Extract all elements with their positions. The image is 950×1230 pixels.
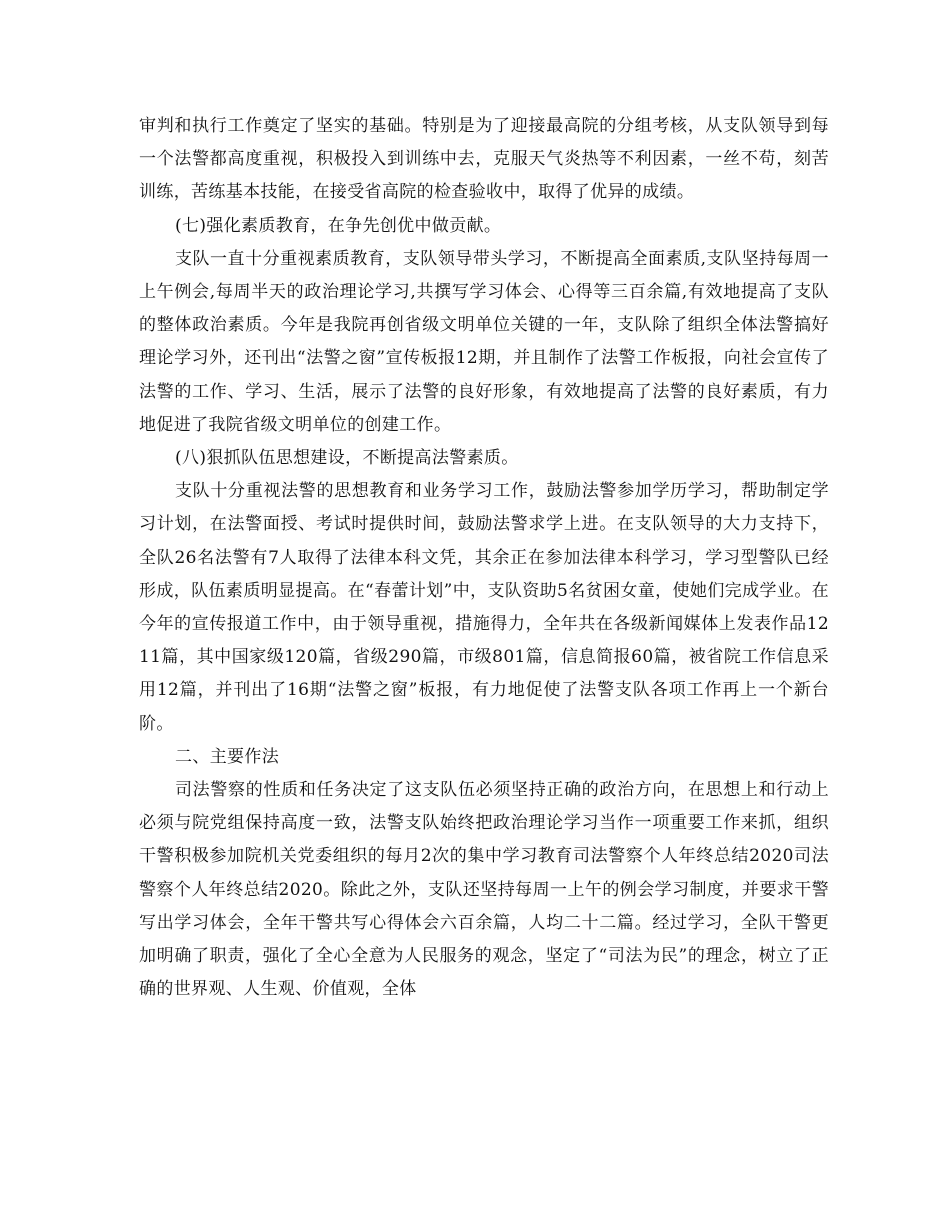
section-heading-main-practices: 二、主要作法 [175,746,280,767]
section-heading-seven: (七)强化素质教育，在争先创优中做贡献。 [175,215,502,236]
section-heading-eight: (八)狠抓队伍思想建设，不断提高法警素质。 [175,448,519,469]
document-body [139,110,829,1006]
paragraph-quality-education: 支队一直十分重视素质教育，支队领导带头学习，不断提高全面素质,支队坚持每周一上午例会,每周半天的政治理论学习,共撰写学习体会、心得等三百余篇,有效地提高了支队的整体政治素质。今年是我院再创省级文明单位关键的一年，支队除了组织全体法警搞好理论学习外，还刊出“法警之窗”宣传板报12期，并且制作了法警工作板报，向社会宣传了法警的工作、学习、生活，展示了法警的良好形象，有效地提高了法警的良好素质，有力地促进了我院省级文明单位的创建工作。 [139,248,829,435]
paragraph-team-building: 支队十分重视法警的思想教育和业务学习工作，鼓励法警参加学历学习，帮助制定学习计划，在法警面授、考试时提供时间，鼓励法警求学上进。在支队领导的大力支持下，全队26名法警有7人取得了法律本科文凭，其余正在参加法律本科学习，学习型警队已经形成，队伍素质明显提高。在“春蕾计划”中，支队资助5名贫困女童，使她们完成学业。在今年的宣传报道工作中，由于领导重视，措施得力，全年共在各级新闻媒体上发表作品1211篇，其中国家级120篇，省级290篇，市级801篇，信息简报60篇，被省院工作信息采用12篇，并刊出了16期“法警之窗”板报，有力地促使了法警支队各项工作再上一个新台阶。 [139,481,829,734]
paragraph-political-direction: 司法警察的性质和任务决定了这支队伍必须坚持正确的政治方向，在思想上和行动上必须与院党组保持高度一致，法警支队始终把政治理论学习当作一项重要工作来抓，组织干警积极参加院机关党委组织的每月2次的集中学习教育司法警察个人年终总结2020司法警察个人年终总结2020。除此之外，支队还坚持每周一上午的例会学习制度，并要求干警写出学习体会，全年干警共写心得体会六百余篇，人均二十二篇。经过学习，全队干警更加明确了职责，强化了全心全意为人民服务的观念，坚定了“司法为民”的理念，树立了正确的世界观、人生观、价值观，全体 [139,780,829,1000]
paragraph-continuation: 审判和执行工作奠定了坚实的基础。特别是为了迎接最高院的分组考核，从支队领导到每一个法警都高度重视，积极投入到训练中去，克服天气炎热等不利因素，一丝不苟，刻苦训练，苦练基本技能，在接受省高院的检查验收中，取得了优异的成绩。 [139,116,829,203]
